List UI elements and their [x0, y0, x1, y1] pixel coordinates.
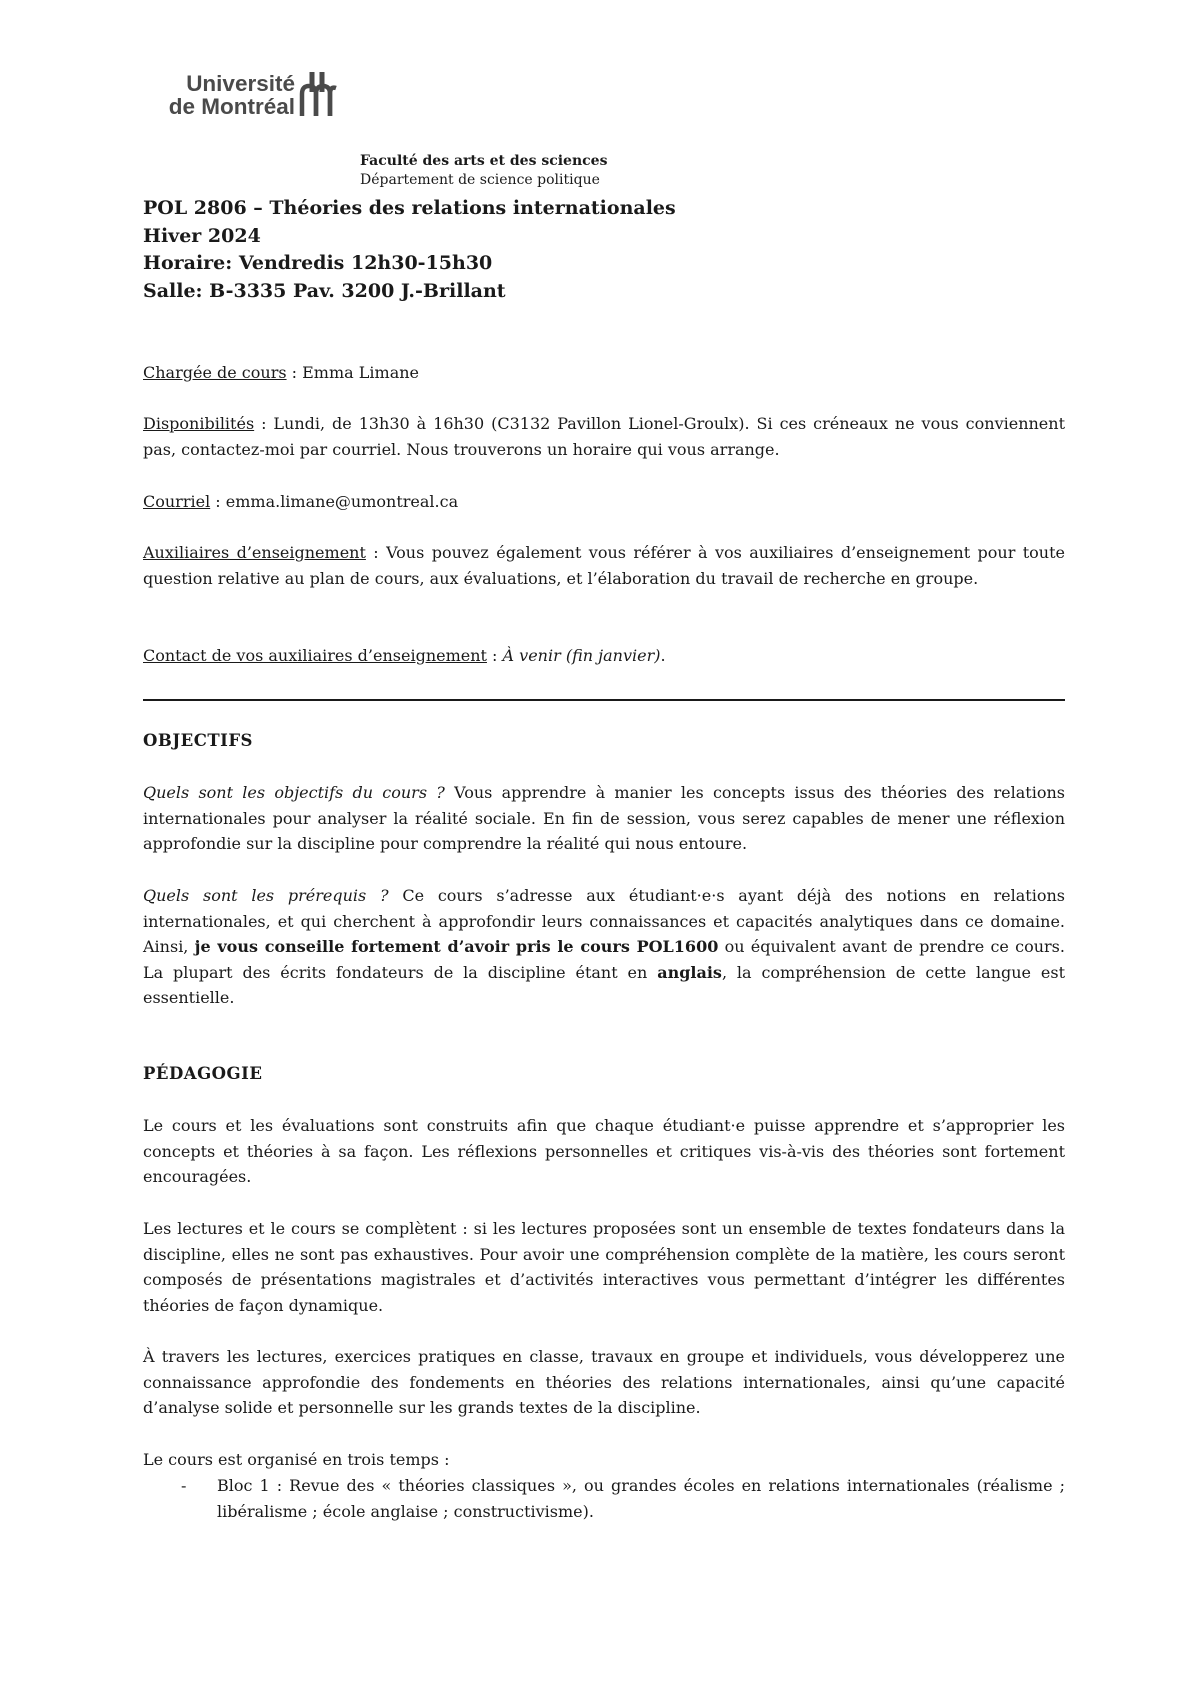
- availability-paragraph: [143, 411, 1065, 462]
- course-schedule: Horaire: Vendredis 12h30-15h30: [143, 252, 493, 274]
- udem-emblem-icon: [298, 72, 340, 118]
- bullet-text: Bloc 1 : Revue des « théories classiques », ou grandes écoles en relations internationales (réalisme ; libéralisme ; école anglaise ; constructivisme).: [217, 1476, 1065, 1521]
- prerequisites-text-2: ou équivalent avant de prendre ce cours. La plupart des écrits fondateurs de la discipline étant en: [143, 937, 1065, 982]
- prerequisites-paragraph: [143, 883, 1065, 1011]
- pedagogy-paragraph-1: Le cours et les évaluations sont construits afin que chaque étudiant·e puisse apprendre et s’approprier les concepts et théories à sa façon. Les réflexions personnelles et critiques vis-à-vis des théories sont fortement encouragées.: [143, 1116, 1065, 1186]
- logo-wordmark: [160, 72, 295, 118]
- course-title: POL 2806 – Théories des relations internationales: [143, 197, 676, 219]
- objectives-answer: Vous apprendre à manier les concepts issus des théories des relations internationales pour analyser la réalité sociale. En fin de session, vous serez capables de mener une réflexion approfondie sur la discipline pour comprendre la réalité qui nous entoure.: [143, 783, 1066, 853]
- assistants-label: Auxiliaires d’enseignement: [143, 543, 366, 562]
- objectives-paragraph: [143, 780, 1065, 857]
- pedagogy-heading: PÉDAGOGIE: [143, 1064, 263, 1083]
- course-room: Salle: B-3335 Pav. 3200 J.-Brillant: [143, 279, 506, 302]
- faculty-name: Faculté des arts et des sciences: [360, 153, 608, 169]
- objectives-heading: OBJECTIFS: [143, 731, 253, 750]
- faculty-block: [360, 152, 607, 190]
- lecturer-line: [143, 360, 1065, 386]
- assistants-value: : Vous pouvez également vous référer à vos auxiliaires d’enseignement pour toute question relative au plan de cours, aux évaluations, et l’élaboration du travail de recherche en groupe.: [143, 543, 1066, 588]
- contact-label: Contact de vos auxiliaires d’enseignement: [143, 646, 487, 665]
- contact-value: À venir (fin janvier): [502, 646, 661, 665]
- prerequisites-emphasis: je vous conseille fortement d’avoir pris le cours POL1600: [194, 937, 719, 956]
- logo-line-2: de Montréal: [168, 94, 295, 119]
- email-label: Courriel: [143, 492, 211, 511]
- assistants-paragraph: [143, 540, 1065, 591]
- availability-value: : Lundi, de 13h30 à 16h30 (C3132 Pavillon Lionel-Groulx). Si ces créneaux ne vous conviennent pas, contactez-moi par courriel. Nous trouverons un horaire qui vous arrange.: [143, 414, 1065, 459]
- department-name: Département de science politique: [360, 172, 600, 188]
- contact-sep: :: [486, 646, 503, 665]
- prerequisites-language: anglais: [657, 962, 722, 982]
- section-divider: [143, 699, 1065, 701]
- assistants-contact-line: [143, 643, 1065, 669]
- contact-end: .: [660, 646, 666, 665]
- objectives-question: Quels sont les objectifs du cours ?: [143, 783, 445, 802]
- pedagogy-paragraph-3: À travers les lectures, exercices pratiques en classe, travaux en groupe et individuels, vous développerez une connaissance approfondie des fondements en théories des relations internationales, ainsi qu’une capacité d’analyse solide et personnelle sur les grands textes de la discipline.: [143, 1347, 1065, 1417]
- university-logo: [160, 72, 350, 138]
- logo-line-1: Université: [186, 71, 295, 96]
- email-line: [143, 489, 1065, 515]
- pedagogy-paragraph-4: Le cours est organisé en trois temps :: [143, 1450, 450, 1469]
- prerequisites-question: Quels sont les prérequis ?: [143, 886, 389, 905]
- email-value: : emma.limane@umontreal.ca: [210, 492, 459, 511]
- lecturer-value: : Emma Limane: [286, 363, 419, 382]
- course-header: [143, 195, 676, 305]
- course-term: Hiver 2024: [143, 224, 261, 247]
- availability-label: Disponibilités: [143, 414, 255, 433]
- prerequisites-text-1: Ce cours s’adresse aux étudiant·e·s ayant déjà des notions en relations internationales, et qui cherchent à approfondir leurs connaissances et capacités analytiques dans ce domaine. Ainsi,: [143, 886, 1065, 956]
- prerequisites-text-3: , la compréhension de cette langue est essentielle.: [143, 962, 1066, 1007]
- lecturer-label: Chargée de cours: [143, 363, 287, 382]
- bullet-marker: -: [181, 1476, 187, 1495]
- pedagogy-paragraph-2: Les lectures et le cours se complètent : si les lectures proposées sont un ensemble de textes fondateurs dans la discipline, elles ne sont pas exhaustives. Pour avoir une compréhension complète de la matière, les cours seront composés de présentations magistrales et d’activités interactives vous permettant d’intégrer les différentes théories de façon dynamique.: [143, 1219, 1065, 1315]
